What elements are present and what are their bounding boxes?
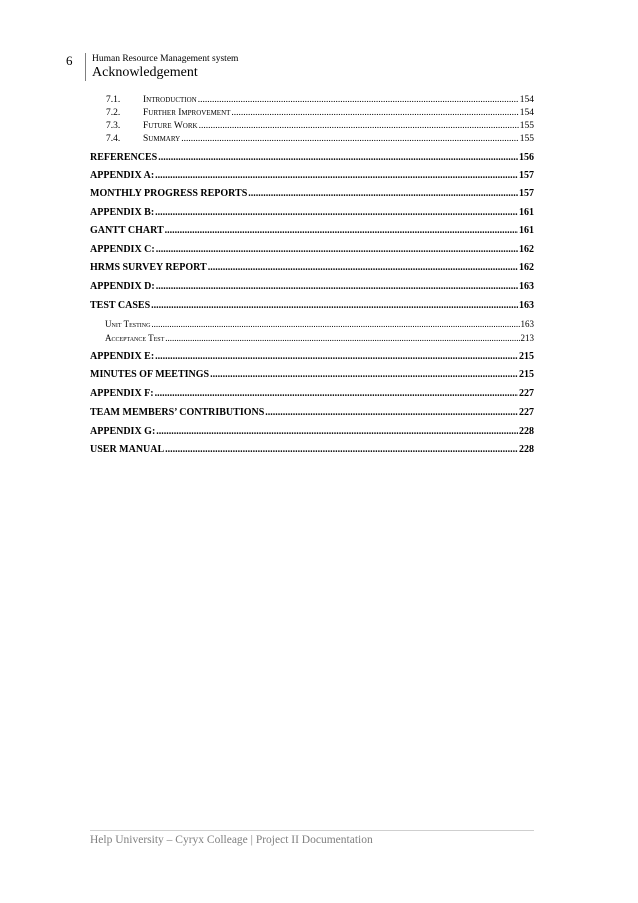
header-system-name: Human Resource Management system [92, 54, 239, 64]
toc-entry[interactable] [106, 95, 534, 105]
toc-entry-title: Future Work [143, 121, 198, 131]
toc-entry-references[interactable] [90, 152, 534, 163]
toc-leader-dots [158, 152, 518, 163]
toc-leader-dots [151, 319, 519, 329]
toc-leader-dots [156, 244, 518, 255]
toc-leader-dots [199, 121, 519, 131]
toc-entry-title: HRMS SURVEY REPORT [90, 262, 207, 273]
toc-entry-page: 215 [519, 351, 534, 362]
toc-entry-title: MONTHLY PROGRESS REPORTS [90, 188, 248, 199]
toc-leader-dots [208, 262, 518, 273]
toc-entry-page: 215 [519, 369, 534, 380]
toc-entry-title: REFERENCES [90, 152, 158, 163]
toc-entry-page: 227 [519, 407, 534, 418]
toc-leader-dots [165, 225, 518, 236]
toc-leader-dots [248, 188, 518, 199]
page-footer: Help University – Cyryx Colleage | Project II Documentation [90, 834, 373, 846]
toc-leader-dots [165, 444, 518, 455]
toc-entry-title: APPENDIX F: [90, 388, 154, 399]
toc-leader-dots [156, 426, 518, 437]
toc-entry-title: Further Improvement [143, 108, 231, 118]
toc-entry-title: Unit Testing [105, 319, 151, 329]
toc-entry-page: 227 [519, 388, 534, 399]
toc-entry-number: 7.4. [106, 134, 121, 144]
toc-entry-page: 155 [519, 134, 534, 144]
toc-entry-page: 157 [519, 188, 534, 199]
toc-leader-dots [210, 369, 518, 380]
toc-entry[interactable] [106, 134, 534, 144]
toc-entry-page: 154 [519, 108, 534, 118]
toc-entry-appendix-g[interactable] [90, 426, 534, 437]
toc-entry-page: 161 [519, 207, 534, 218]
toc-entry-page: 156 [519, 152, 534, 163]
toc-entry-page: 162 [519, 244, 534, 255]
toc-leader-dots [181, 134, 519, 144]
toc-leader-dots [155, 351, 518, 362]
toc-entry-page: 163 [519, 281, 534, 292]
toc-entry-title: GANTT CHART [90, 225, 164, 236]
toc-entry-title: Acceptance Test [105, 333, 165, 343]
toc-entry-page: 163 [520, 319, 534, 329]
toc-entry-number: 7.1. [106, 95, 121, 105]
toc-entry[interactable] [106, 108, 534, 118]
toc-entry-page: 228 [519, 426, 534, 437]
toc-leader-dots [151, 300, 518, 311]
toc-entry-title: Summary [143, 134, 181, 144]
toc-entry[interactable] [106, 121, 534, 131]
toc-entry-title: TEAM MEMBERS’ CONTRIBUTIONS [90, 407, 265, 418]
toc-leader-dots [156, 281, 518, 292]
toc-entry-page: 162 [519, 262, 534, 273]
toc-leader-dots [165, 333, 519, 343]
toc-entry-team-members-contributions[interactable] [90, 407, 534, 418]
toc-entry-hrms-survey-report[interactable] [90, 262, 534, 273]
toc-entry-appendix-f[interactable] [90, 388, 534, 399]
toc-entry-appendix-e[interactable] [90, 351, 534, 362]
toc-entry-page: 163 [519, 300, 534, 311]
toc-entry-appendix-d[interactable] [90, 281, 534, 292]
toc-entry-appendix-a[interactable] [90, 170, 534, 181]
toc-entry-unit-testing[interactable] [105, 319, 534, 329]
toc-entry-title: USER MANUAL [90, 444, 165, 455]
toc-leader-dots [198, 95, 519, 105]
toc-entry-title: APPENDIX E: [90, 351, 155, 362]
header-divider [85, 53, 86, 81]
toc-entry-page: 155 [519, 121, 534, 131]
toc-entry-number: 7.2. [106, 108, 121, 118]
toc-entry-title: APPENDIX G: [90, 426, 156, 437]
toc-leader-dots [155, 170, 518, 181]
toc-entry-page: 213 [520, 333, 534, 343]
toc-entry-appendix-b[interactable] [90, 207, 534, 218]
toc-entry-title: TEST CASES [90, 300, 151, 311]
toc-entry-acceptance-test[interactable] [105, 333, 534, 343]
toc-leader-dots [155, 388, 518, 399]
toc-entry-title: APPENDIX B: [90, 207, 155, 218]
toc-entry-title: Introduction [143, 95, 197, 105]
toc-entry-title: APPENDIX A: [90, 170, 155, 181]
toc-entry-page: 228 [519, 444, 534, 455]
footer-divider [90, 830, 534, 831]
toc-leader-dots [265, 407, 518, 418]
toc-entry-number: 7.3. [106, 121, 121, 131]
toc-entry-title: APPENDIX D: [90, 281, 155, 292]
toc-entry-title: MINUTES OF MEETINGS [90, 369, 210, 380]
toc-entry-page: 161 [519, 225, 534, 236]
toc-entry-monthly-progress-reports[interactable] [90, 188, 534, 199]
toc-entry-appendix-c[interactable] [90, 244, 534, 255]
page-header [66, 51, 546, 85]
toc-entry-page: 154 [519, 95, 534, 105]
toc-leader-dots [155, 207, 518, 218]
toc-leader-dots [231, 108, 518, 118]
toc-entry-minutes-of-meetings[interactable] [90, 369, 534, 380]
toc-entry-title: APPENDIX C: [90, 244, 155, 255]
toc-entry-user-manual[interactable] [90, 444, 534, 455]
toc-entry-page: 157 [519, 170, 534, 181]
header-section-title: Acknowledgement [92, 65, 198, 80]
page-number: 6 [66, 53, 73, 68]
toc-entry-gantt-chart[interactable] [90, 225, 534, 236]
toc-entry-test-cases[interactable] [90, 300, 534, 311]
